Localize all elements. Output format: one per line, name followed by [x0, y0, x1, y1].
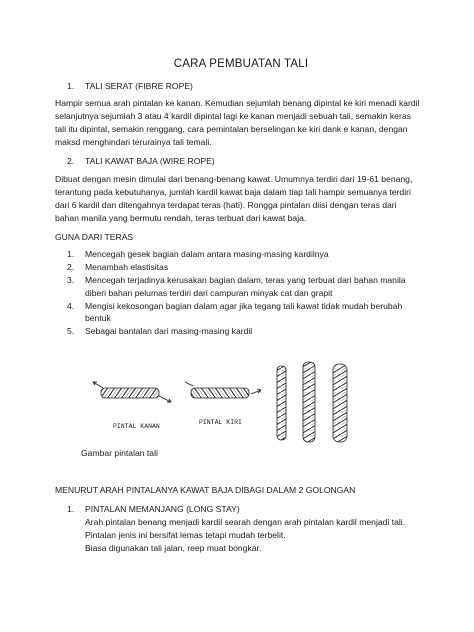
- list-number: 5.: [67, 326, 75, 337]
- list-item-text: Mencegah gesek bagian dalam antara masing-masing kardilnya: [85, 249, 329, 259]
- rope-right-lay-drawing: [93, 382, 171, 402]
- subsection-item: [55, 503, 427, 555]
- section-1-number: 1.: [67, 81, 75, 91]
- subsection-number: 1.: [67, 504, 75, 514]
- vertical-rope-drawing: [277, 362, 347, 442]
- list-number: 2.: [67, 261, 75, 272]
- section-3-subsection: [55, 503, 427, 555]
- list-item: [55, 248, 427, 261]
- list-item-text: bentuk: [85, 313, 111, 324]
- subsection-line: Arah pintalan benang menjadi kardil searah dengan arah pintalan kardil menjadi tali.: [85, 516, 406, 527]
- label-pintal-kanan: PINTAL KANAN: [113, 423, 160, 430]
- rope-left-lay-drawing: [185, 382, 261, 398]
- section-2-heading: [55, 155, 215, 168]
- list-item-text: diberi bahan pelumas terdiri dari campuran minyak cat dan grapit: [85, 287, 333, 298]
- list-number: 3.: [67, 274, 75, 285]
- list-number: 4.: [67, 300, 75, 311]
- guna-list: [55, 248, 427, 338]
- list-item: [55, 261, 427, 274]
- paragraph-line: dari 6 kardil dan ditengahnya terdapat teras (hati). Rongga pintalan diisi dengan teras dari: [55, 199, 397, 210]
- subsection-line: Biasa digunakan tali jalan, reep muat bongkar.: [85, 542, 262, 553]
- section-3-heading: MENURUT ARAH PINTALANYA KAWAT BAJA DIBAGI DALAM 2 GOLONGAN: [55, 485, 356, 495]
- section-1-title: TALI SERAT (FIBRE ROPE): [85, 81, 193, 91]
- section-1-heading: [55, 80, 193, 93]
- list-item-text: Menambah elastisitas: [85, 261, 169, 272]
- paragraph-line: tali itu dipintal, semakin renggang, cara pemintalan berselingan ke kiri dank e kanan, dengan: [55, 123, 408, 134]
- figure-caption: Gambar pintalan tali: [81, 448, 158, 458]
- guna-heading: GUNA DARI TERAS: [55, 232, 134, 242]
- rope-figure: [81, 356, 361, 446]
- label-pintal-kiri: PINTAL KIRI: [199, 419, 242, 426]
- subsection-line: Pintalan jenis ini bersifat lemas tetapi mudah terbelit.: [85, 529, 286, 540]
- section-2-number: 2.: [67, 156, 75, 166]
- document-title: CARA PEMBUATAN TALI: [173, 58, 309, 70]
- paragraph-line: maksd menghindari terurainya tali temali.: [55, 136, 212, 147]
- list-item: [55, 300, 427, 326]
- list-item-text: Sebagai bantalan dari masing-masing kardil: [85, 326, 253, 337]
- list-number: 1.: [67, 249, 75, 259]
- list-item-text: Mencegah terjadinya kerusakan bagian dalam, teras yang terbuat dari bahan manila: [85, 274, 406, 285]
- section-1-paragraph: [55, 97, 427, 149]
- paragraph-line: Hampir semua arah pintalan ke kanan. Kemudian sejumlah benang dipintal ke kiri menadi kardil: [55, 98, 420, 108]
- subsection-title: PINTALAN MEMANJANG (LONG STAY): [85, 504, 240, 514]
- section-2-title: TALI KAWAT BAJA (WIRE ROPE): [85, 156, 215, 166]
- list-item: [55, 274, 427, 300]
- paragraph-line: terantung pada kebutuhanya, jumlah kardil kawat baja dalam tiap tali hampir semuanya terdiri: [55, 186, 411, 197]
- list-item: [55, 325, 427, 338]
- list-item-text: Mengisi kekosongan bagian dalam agar jika tegang tali kawat tidak mudah berubah: [85, 300, 403, 311]
- paragraph-line: selanjutnya sejumlah 3 atau 4 kardil dipintal lagi ke kanan menjadi sebuah tali, semakin keras: [55, 110, 411, 121]
- paragraph-line: bahan manila yang bermutu rendah, teras terbuat dari kawat baja.: [55, 212, 307, 223]
- section-2-paragraph: [55, 173, 427, 225]
- paragraph-line: Dibuat dengan mesin dimulai dari benang-benang kawat. Umumnya terdiri dari 19-61 benang,: [55, 174, 413, 184]
